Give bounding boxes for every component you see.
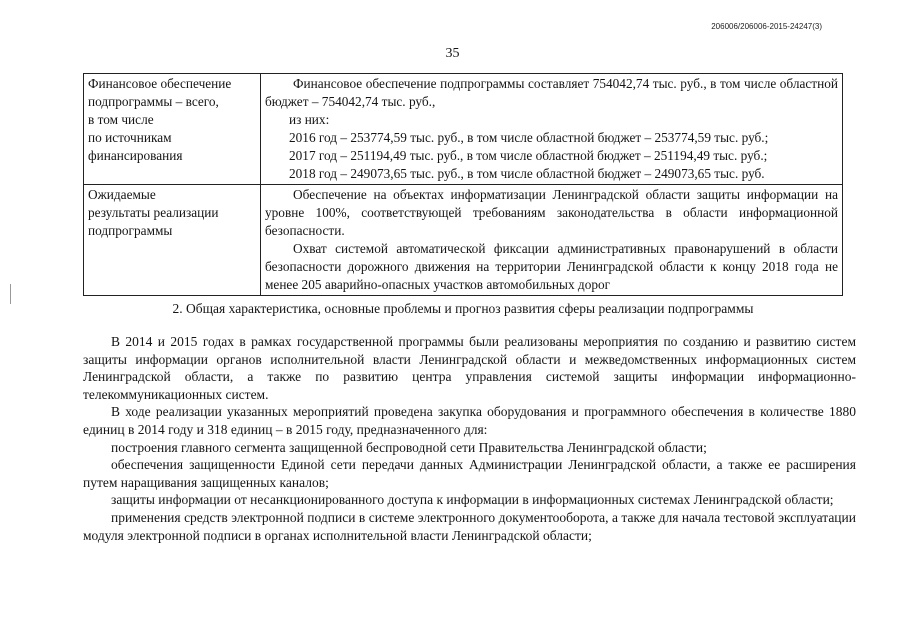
body-paragraph: В 2014 и 2015 годах в рамках государственной программы были реализованы мероприятия по созданию и развитию систем защиты информации органов исполнительной власти Ленинградской области и межведомственных информационных систем Ленинградской области, а также по развитию центра управления системой защиты информации информационно-телекоммуникационных систем. [83, 334, 856, 402]
subprogram-summary-table [83, 73, 843, 296]
table-row-results [84, 185, 843, 296]
table-row-financing [84, 74, 843, 185]
expected-result-traffic: Охват системой автоматической фиксации административных правонарушений в области безопасности дорожного движения на территории Ленинградской области к концу 2018 года не менее 205 аварийно-опасных участков автомобильных дорог [265, 241, 838, 292]
expected-result-protection: Обеспечение на объектах информатизации Ленинградской области защиты информации на уровне 100%, соответствующей требованиям законодательства в области информационной безопасности. [265, 187, 838, 238]
results-label-line: результаты реализации [88, 205, 219, 220]
financing-label-line: финансирования [88, 148, 183, 163]
body-paragraph: применения средств электронной подписи в системе электронного документооборота, а также для начала тестовой эксплуатации модуля электронной подписи в органах исполнительной власти Ленинградской области; [83, 509, 856, 543]
financing-label-line: в том числе [88, 112, 154, 127]
results-label-line: Ожидаемые [88, 187, 156, 202]
document-code: 206006/206006-2015-24247(3) [711, 22, 822, 31]
financing-value-cell [261, 74, 843, 185]
body-paragraph: защиты информации от несанкционированного доступа к информации в информационных системах Ленинградской области; [111, 492, 834, 508]
financing-label-line: подпрограммы – всего, [88, 94, 219, 109]
body-paragraph: построения главного сегмента защищенной беспроводной сети Правительства Ленинградской области; [111, 439, 707, 455]
body-paragraph: обеспечения защищенности Единой сети передачи данных Администрации Ленинградской области, а также ее расширения путем наращивания защищенных каналов; [83, 457, 856, 490]
financing-of-which: из них: [289, 112, 330, 127]
margin-mark [10, 284, 11, 304]
financing-label-line: Финансовое обеспечение [88, 76, 232, 91]
financing-intro: Финансовое обеспечение подпрограммы составляет 754042,74 тыс. руб., в том числе областной бюджет – 754042,74 тыс. руб., [265, 76, 838, 109]
results-label-cell [84, 185, 261, 296]
financing-year-2017: 2017 год – 251194,49 тыс. руб., в том числе областной бюджет – 251194,49 тыс. руб.; [289, 148, 768, 163]
section-heading: 2. Общая характеристика, основные проблемы и прогноз развития сферы реализации подпрограммы [172, 301, 754, 316]
financing-label-cell [84, 74, 261, 185]
page-number: 35 [445, 46, 460, 61]
financing-year-2018: 2018 год – 249073,65 тыс. руб., в том числе областной бюджет – 249073,65 тыс. руб. [289, 166, 765, 181]
results-value-cell [261, 185, 843, 296]
results-label-line: подпрограммы [88, 223, 173, 238]
body-paragraph: В ходе реализации указанных мероприятий проведена закупка оборудования и программного обеспечения в количестве 1880 единиц в 2014 году и 318 единиц – в 2015 году, предназначенного для: [83, 404, 856, 437]
financing-year-2016: 2016 год – 253774,59 тыс. руб., в том числе областной бюджет – 253774,59 тыс. руб.; [289, 130, 769, 145]
financing-label-line: по источникам [88, 130, 172, 145]
section-body [83, 333, 856, 544]
